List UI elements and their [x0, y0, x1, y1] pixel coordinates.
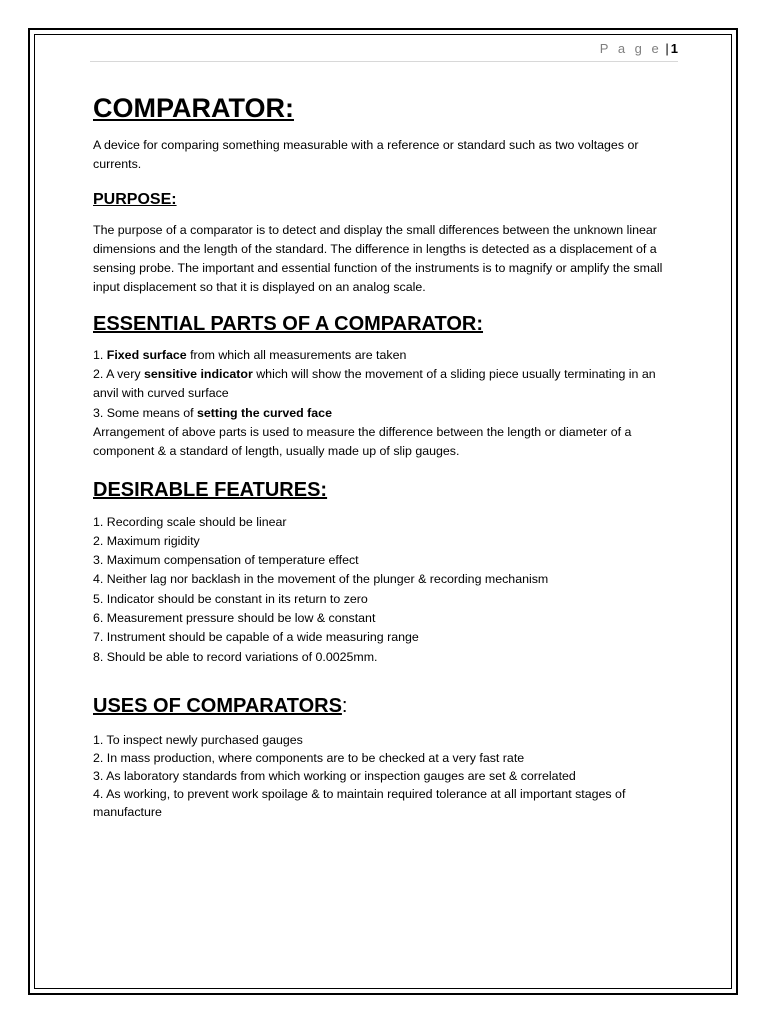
essential-parts-heading: ESSENTIAL PARTS OF A COMPARATOR: [93, 312, 484, 335]
document-body [93, 88, 678, 821]
use-item: 4. As working, to prevent work spoilage & to maintain required tolerance at all important stages of manufacture [93, 786, 626, 819]
essential-part-3: 3. Some means of setting the curved face [93, 405, 332, 420]
essential-parts-list [93, 346, 678, 462]
purpose-paragraph: The purpose of a comparator is to detect and display the small differences between the unknown linear dimensions and the length of the standard. The difference in lengths is detected as a displacement of a sensing probe. The important and essential function of the instruments is to magnify or amplify the small input displacement so that it is displayed on an analog scale. [93, 222, 663, 295]
purpose-heading: PURPOSE: [93, 190, 177, 208]
uses-heading: USES OF COMPARATORS: [93, 694, 348, 717]
feature-item: 8. Should be able to record variations of 0.0025mm. [93, 649, 378, 664]
uses-list [93, 731, 678, 821]
use-item: 3. As laboratory standards from which working or inspection gauges are set & correlated [93, 768, 576, 783]
desirable-features-heading: DESIRABLE FEATURES: [93, 478, 328, 501]
feature-item: 6. Measurement pressure should be low & constant [93, 611, 376, 626]
uses-heading-colon: : [341, 694, 348, 717]
feature-item: 7. Instrument should be capable of a wide measuring range [93, 630, 419, 645]
intro-paragraph: A device for comparing something measurable with a reference or standard such as two voltages or currents. [93, 138, 639, 172]
document-title: COMPARATOR: [93, 93, 294, 123]
feature-item: 5. Indicator should be constant in its return to zero [93, 591, 368, 606]
feature-item: 4. Neither lag nor backlash in the movement of the plunger & recording mechanism [93, 572, 549, 587]
desirable-features-list [93, 513, 678, 667]
feature-item: 1. Recording scale should be linear [93, 514, 287, 529]
feature-item: 3. Maximum compensation of temperature effect [93, 553, 359, 568]
page-header [90, 41, 678, 62]
essential-part-1: 1. Fixed surface from which all measurements are taken [93, 347, 407, 362]
page-label: P a g e [599, 41, 662, 56]
use-item: 1. To inspect newly purchased gauges [93, 732, 303, 747]
feature-item: 2. Maximum rigidity [93, 533, 200, 548]
page-separator: | [665, 41, 669, 56]
use-item: 2. In mass production, where components are to be checked at a very fast rate [93, 750, 525, 765]
essential-part-2: 2. A very sensitive indicator which will show the movement of a sliding piece usually terminating in an anvil with curved surface [93, 367, 656, 401]
essential-parts-note: Arrangement of above parts is used to measure the difference between the length or diameter of a component & a standard of length, usually made up of slip gauges. [93, 424, 632, 459]
page-number: 1 [670, 41, 678, 56]
